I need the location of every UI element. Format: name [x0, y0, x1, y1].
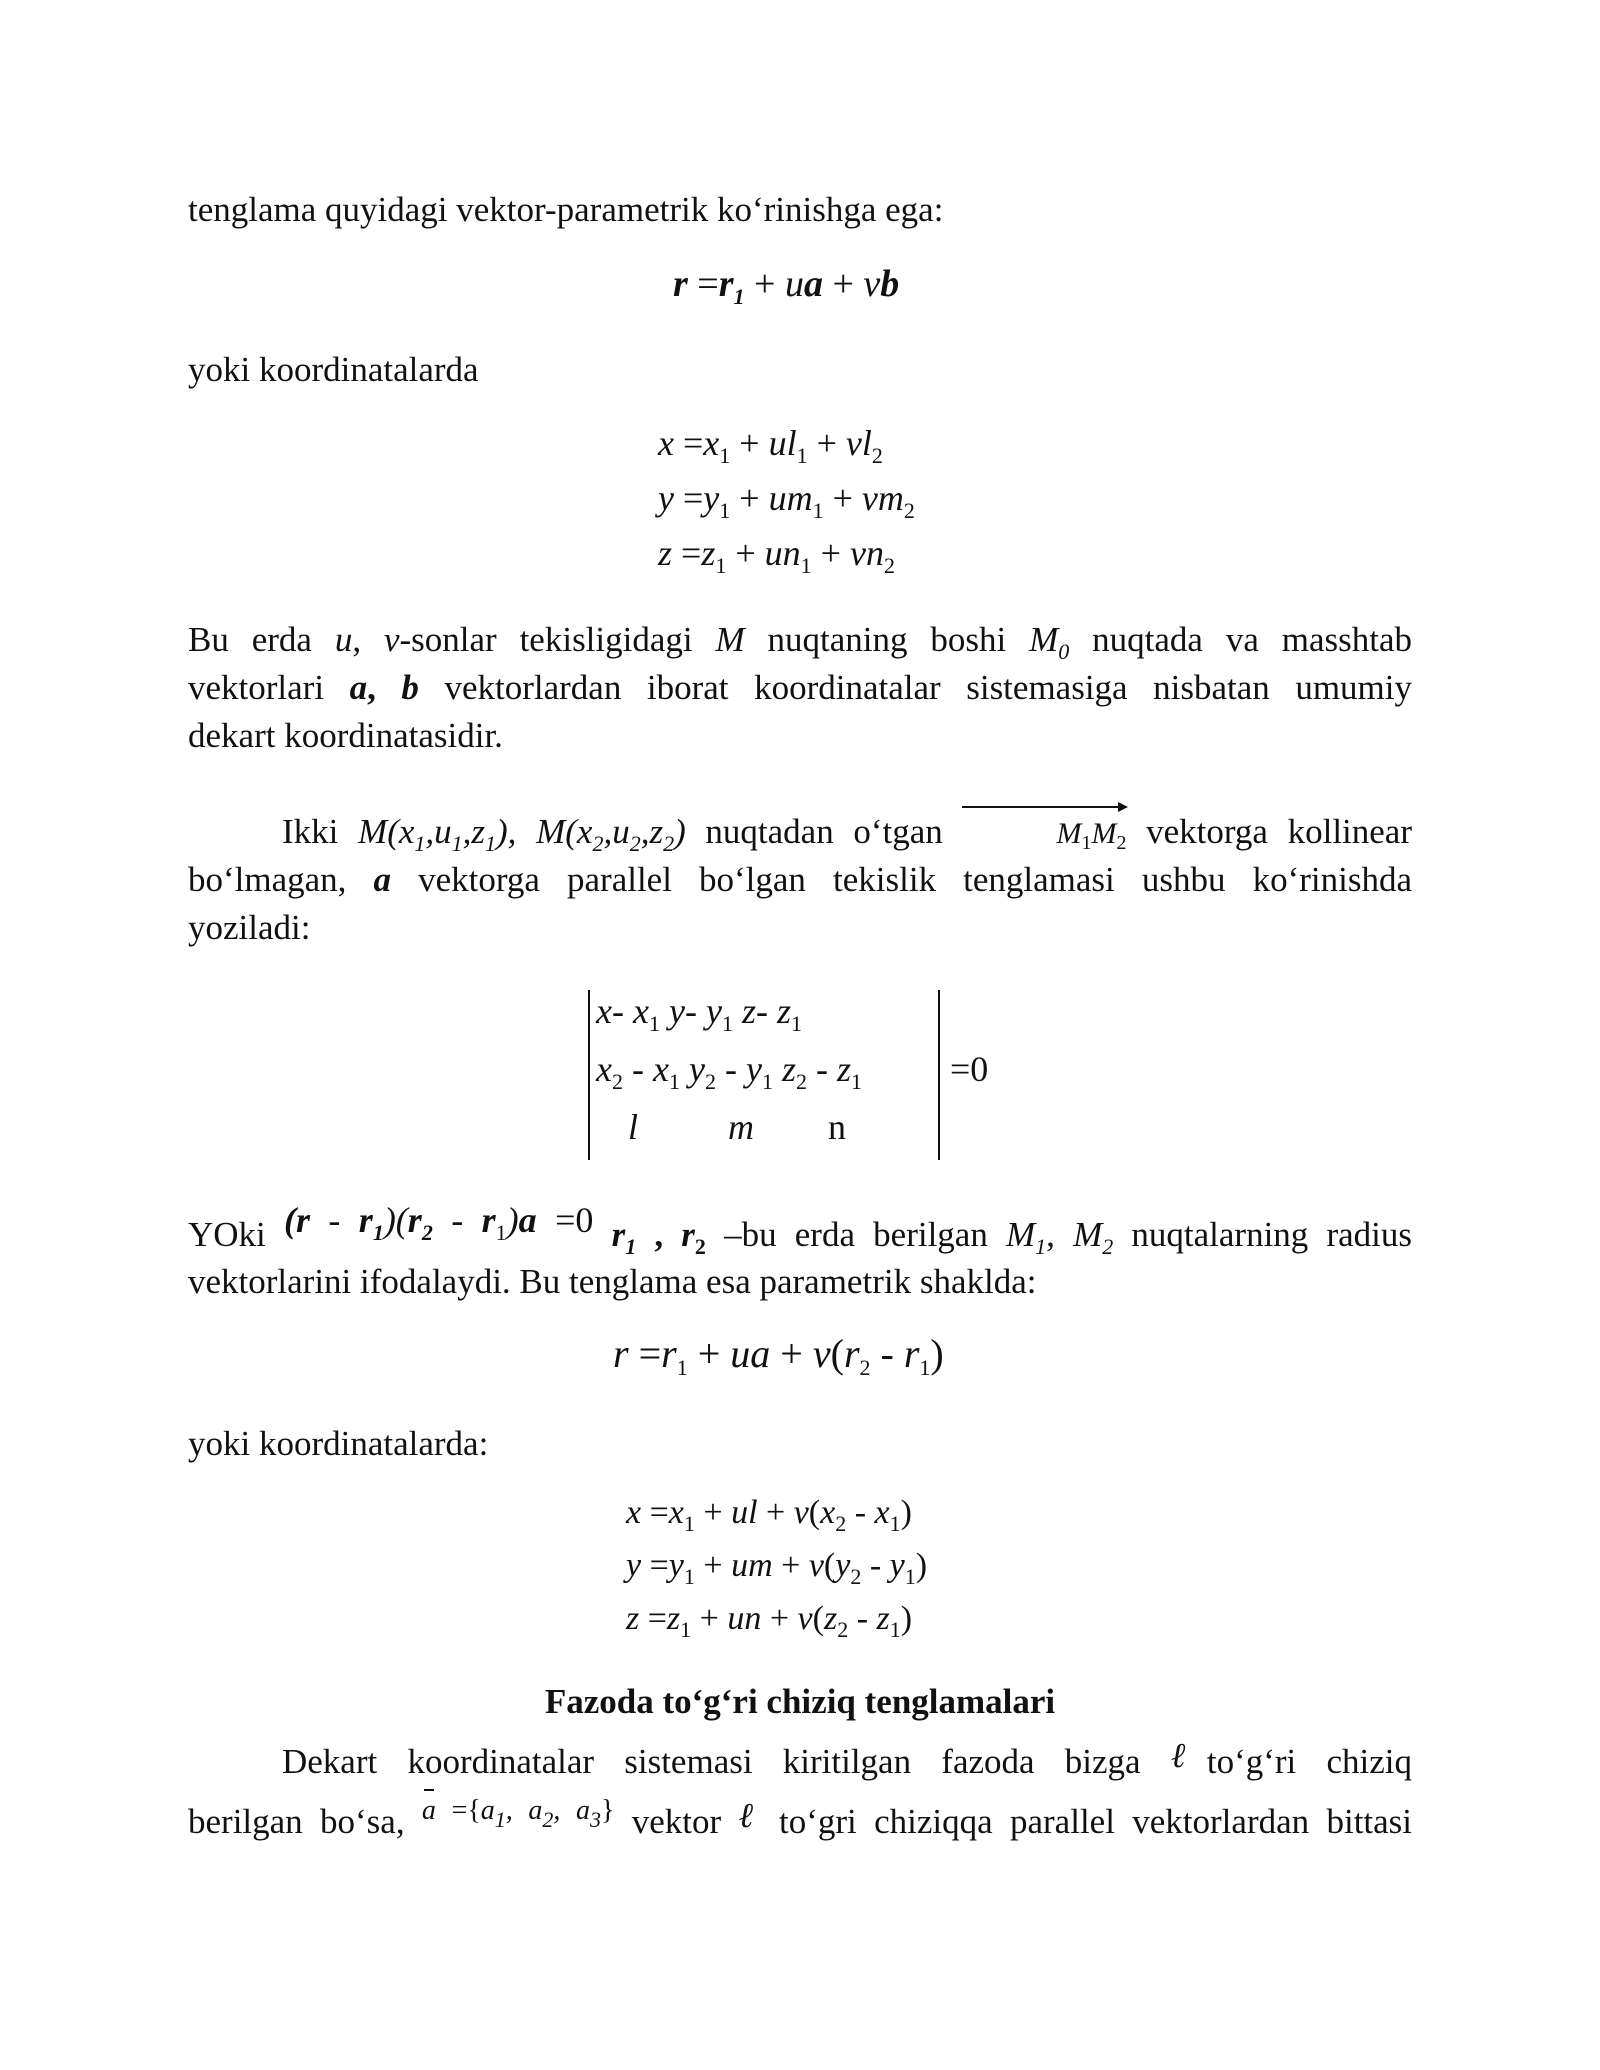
- vector-parametric-equation: $r =r_1$ + ua + vb: [673, 263, 900, 309]
- paragraph-4-line-1: Dekart koordinatalar sistemasi kiritilgan fazoda bizga ℓto‘g‘ri chiziq: [282, 1736, 1412, 1781]
- section-heading: Fazoda to‘g‘ri chiziq tenglamalari: [544, 1682, 1056, 1721]
- paragraph-1-line-2: vektorlari a, b vektorlardan iborat koordinatalar sistemasiga nisbatan umumiy: [188, 668, 1412, 707]
- equation-z-2: $z =z_1$ + un + $v(z_2 - z_1)$: [626, 1600, 913, 1642]
- parametric-equation-2: $r =r_1$ + ua + $v(r_2 - r_1)$: [613, 1331, 944, 1380]
- paragraph-2-line-3: yoziladi:: [188, 908, 311, 947]
- paragraph-4-line-2: berilgan bo‘sa, $^{a =\{a_1, a_2, a_3\}}$ vektor ℓ to‘gri chiziqqa parallel vektorlardan bittasi: [188, 1798, 1412, 1849]
- paragraph-2-line-1: Ikki $M(x_1,u_1,z_1)$, $M(x_2,u_2,z_2)$ nuqtadan o‘tgan $M_1M_2$ vektorga kollinear: [282, 812, 1412, 856]
- intro-text: tenglama quyidagi vektor-parametrik ko‘rinishga ega:: [188, 190, 944, 229]
- document-page: [188, 0, 1412, 2070]
- equation-y-1: $y =y_1 + um_1 + vm_2$: [658, 478, 915, 523]
- determinant-equation: x- $x_1$ y- $y_1$ z- $z_1$ $x_2 - x_1$ $y_2 - y_1$ $z_2 - z_1$ l m n =0: [588, 990, 978, 1160]
- paragraph-3-line-1: YOki $(r - r_1)(r_2 - r_1)a =0$ $r_1$ , $r_2$ –bu erda berilgan $M_1$, $M_2$ nuqtalarning radius: [188, 1200, 1413, 1259]
- equation-y-2: $y =y_1$ + um + $v(y_2 - y_1)$: [626, 1547, 928, 1589]
- equation-z-1: $z =z_1 + un_1 + vn_2$: [658, 533, 895, 578]
- paragraph-1-line-1: Bu erda u, v-sonlar tekisligidagi M nuqtaning boshi $M_0$ nuqtada va masshtab: [188, 620, 1413, 664]
- paragraph-1-line-3: dekart koordinatasidir.: [188, 716, 503, 755]
- vector-m1m2: $M_1M_2$: [962, 810, 1126, 858]
- equation-x-1: $x =x_1 + ul_1 + vl_2$: [658, 423, 883, 468]
- paragraph-2-line-2: bo‘lmagan, a vektorga parallel bo‘lgan tekislik tenglamasi ushbu ko‘rinishda: [188, 860, 1412, 899]
- paragraph-3-line-2: vektorlarini ifodalaydi. Bu tenglama esa parametrik shakldа:: [188, 1262, 1037, 1301]
- coordinate-intro-2: yoki koordinatalarda:: [188, 1424, 489, 1463]
- coordinate-intro-1: yoki koordinatalarda: [188, 350, 479, 389]
- equation-x-2: $x =x_1$ + ul + $v(x_2 - x_1)$: [626, 1494, 912, 1536]
